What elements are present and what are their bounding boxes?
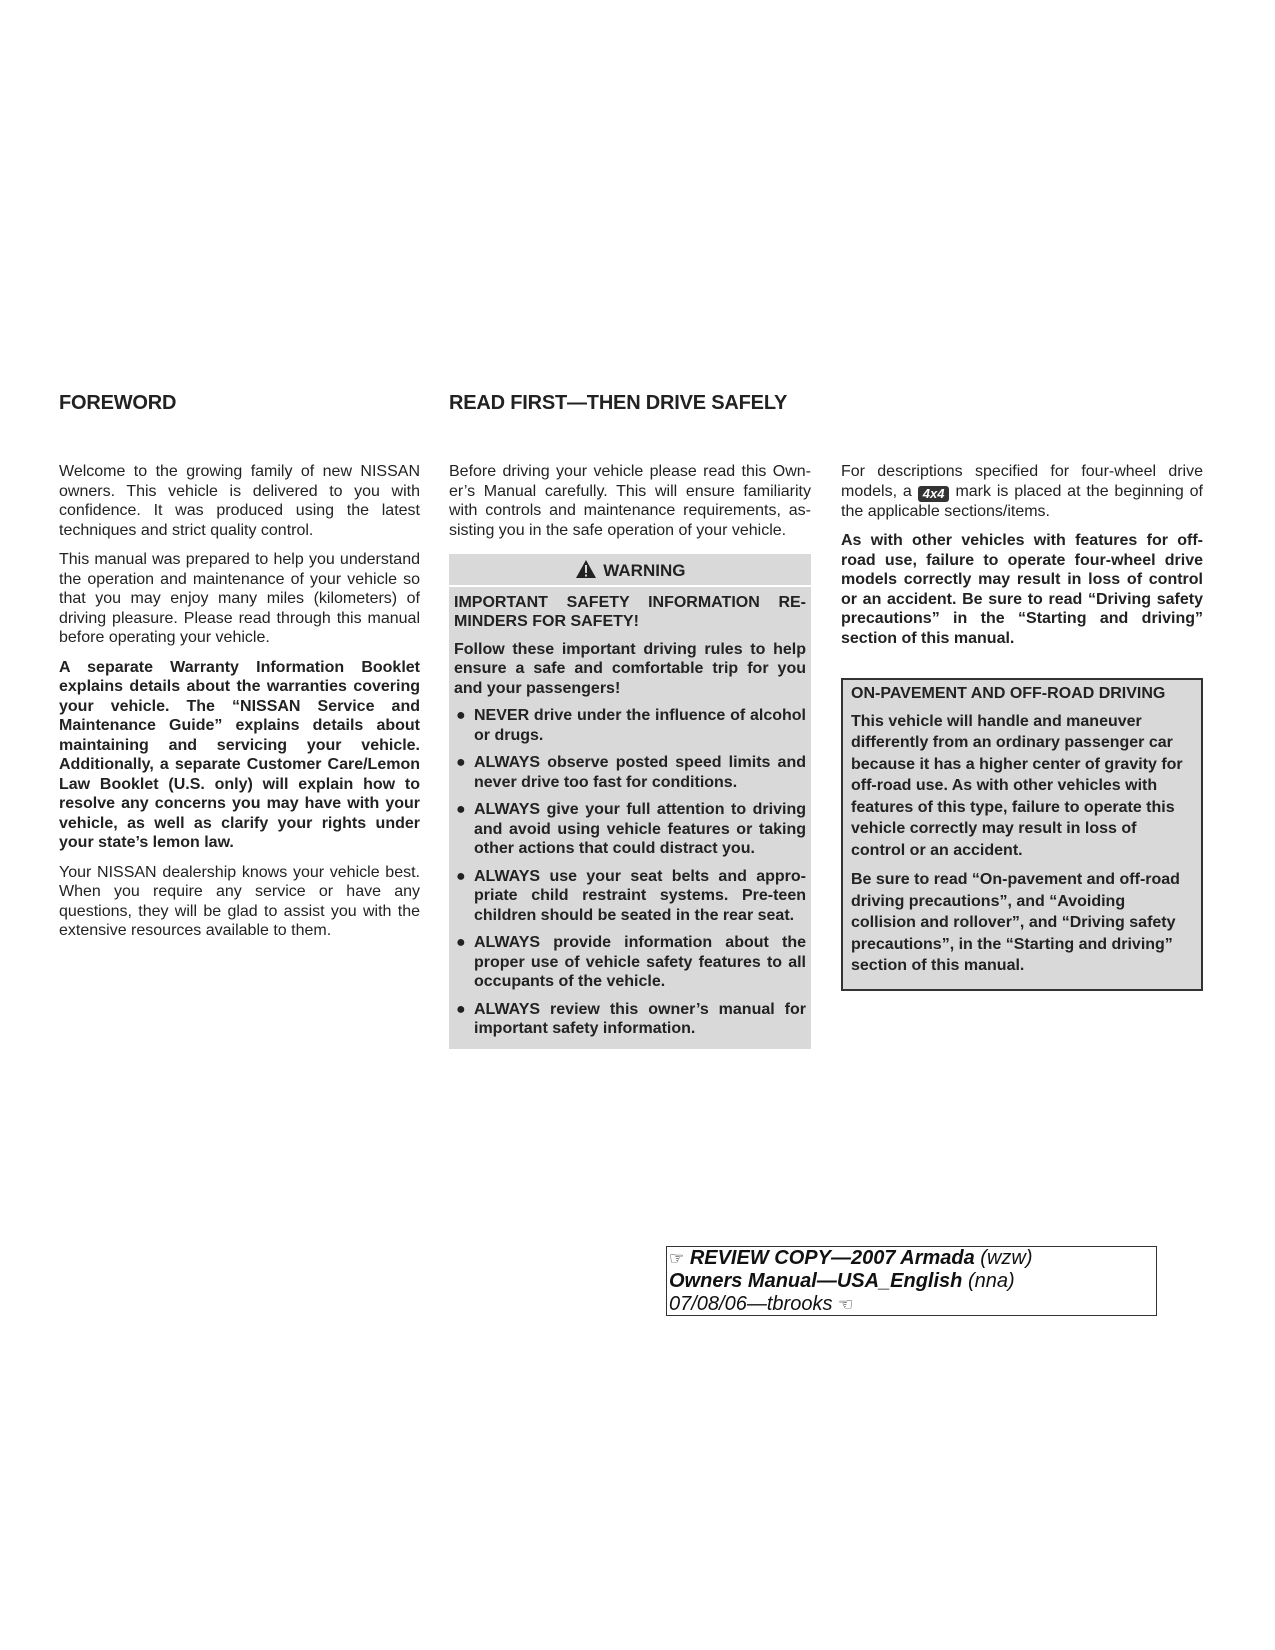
warning-header	[449, 554, 811, 587]
warning-title: WARNING	[603, 561, 686, 580]
list-item	[454, 1000, 806, 1039]
on-pavement-paragraph-1: This vehicle will handle and maneuver differently from an ordinary passenger car because it has a higher center of gravity for off-road use. As with other vehicles with features of this type, failure to operate this vehicle correctly may result in loss of control or an accident.	[851, 712, 1183, 859]
read-first-heading: READ FIRST—THEN DRIVE SAFELY	[449, 392, 788, 414]
review-manual-code: (nna)	[967, 1270, 1015, 1292]
read-first-column	[449, 462, 811, 1049]
warning-rules-list	[454, 706, 806, 1039]
warning-rules-intro: Follow these important driving rules to help ensure a safe and comfortable trip for you and your passengers!	[454, 640, 806, 697]
list-item	[454, 800, 806, 859]
on-pavement-box	[841, 678, 1203, 991]
list-item-text: ALWAYS review this owner’s manual for important safety information.	[474, 1000, 806, 1037]
list-item-text: ALWAYS give your full attention to driving and avoid using vehicle features or taking other actions that could distract you.	[474, 801, 806, 857]
bullet-icon: ●	[456, 934, 466, 951]
on-pavement-title: ON-PAVEMENT AND OFF-ROAD DRIVING	[851, 685, 1166, 702]
review-date: 07/08/06—tbrooks	[669, 1293, 833, 1315]
off-road-caution: As with other vehicles with features for off-road use, failure to operate four-wheel drive models correctly may result in loss of control or an accident. Be sure to read “Driving safety precautions” in the “Starting and driving” section of this manual.	[841, 532, 1203, 647]
warning-box	[449, 554, 811, 1049]
4x4-badge-icon: 4x4	[918, 486, 950, 502]
foreword-paragraph-dealership: Your NISSAN dealership knows your vehicle best. When you require any service or have any questions, they will be glad to assist you with the extensive resources available to them.	[59, 863, 420, 939]
bullet-icon: ●	[456, 707, 466, 724]
bullet-icon: ●	[456, 1000, 466, 1018]
review-copy-stamp	[666, 1246, 1157, 1316]
warning-subtitle: IMPORTANT SAFETY INFORMATION REMINDERS FOR SAFETY!	[454, 593, 806, 630]
bullet-icon: ●	[456, 801, 466, 818]
four-wheel-column	[841, 462, 1203, 991]
on-pavement-paragraph-2: Be sure to read “On-pavement and off-road driving precautions”, and “Avoiding collision and rollover”, and “Driving safety precautions”, in the “Starting and driving” section of this manual.	[851, 871, 1180, 974]
warning-triangle-icon	[575, 561, 604, 580]
review-manual: Owners Manual—USA_English	[669, 1270, 963, 1292]
bullet-icon: ●	[456, 754, 466, 771]
review-line-3	[669, 1293, 1156, 1316]
four-wheel-intro-end: mark is placed at the beginning of the applicable sections/items.	[841, 482, 1203, 520]
review-title-code: (wzw)	[980, 1247, 1033, 1269]
list-item	[454, 753, 806, 792]
list-item	[454, 706, 806, 745]
list-item	[454, 867, 806, 926]
review-line-1	[669, 1247, 1156, 1270]
foreword-paragraph-welcome: Welcome to the growing family of new NISSAN owners. This vehicle is delivered to you with confidence. It was produced using the latest techniques and strict quality control.	[59, 463, 420, 539]
foreword-paragraph-manual: This manual was prepared to help you understand the operation and maintenance of your vehicle so that you may enjoy many miles (kilometers) of driving pleasure. Please read through this manual before operating your vehicle.	[59, 551, 420, 646]
four-wheel-intro-start: For descriptions specified for four-wheel drive models, a	[841, 463, 1203, 500]
pointing-hand-left-icon: ☜	[838, 1295, 854, 1314]
list-item-text: NEVER drive under the influence of alcohol or drugs.	[474, 707, 806, 744]
read-first-intro: Before driving your vehicle please read this Owner’s Manual carefully. This will ensure familiarity with controls and maintenance requirements, assisting you in the safe operation of your vehicle.	[449, 463, 811, 539]
list-item-text: ALWAYS observe posted speed limits and never drive too fast for conditions.	[474, 754, 806, 791]
review-title: REVIEW COPY—2007 Armada	[689, 1247, 975, 1269]
list-item-text: ALWAYS provide information about the proper use of vehicle safety features to all occupants of the vehicle.	[474, 934, 806, 990]
review-line-2	[669, 1270, 1156, 1293]
four-wheel-intro	[841, 462, 1203, 521]
bullet-icon: ●	[456, 867, 466, 885]
list-item	[454, 933, 806, 992]
list-item-text: ALWAYS use your seat belts and appropriate child restraint systems. Pre-teen children should be seated in the rear seat.	[474, 867, 806, 924]
foreword-paragraph-warranty: A separate Warranty Information Booklet explains details about the warranties covering your vehicle. The “NISSAN Service and Maintenance Guide” explains details about maintaining and servicing your vehicle. Additionally, a separate Customer Care/Lemon Law Booklet (U.S. only) will explain how to resolve any concerns you may have with your vehicle, as well as clarify your rights under your state’s lemon law.	[59, 658, 420, 851]
pointing-hand-right-icon: ☞	[669, 1249, 685, 1268]
foreword-column	[59, 462, 420, 951]
foreword-heading: FOREWORD	[59, 392, 177, 414]
